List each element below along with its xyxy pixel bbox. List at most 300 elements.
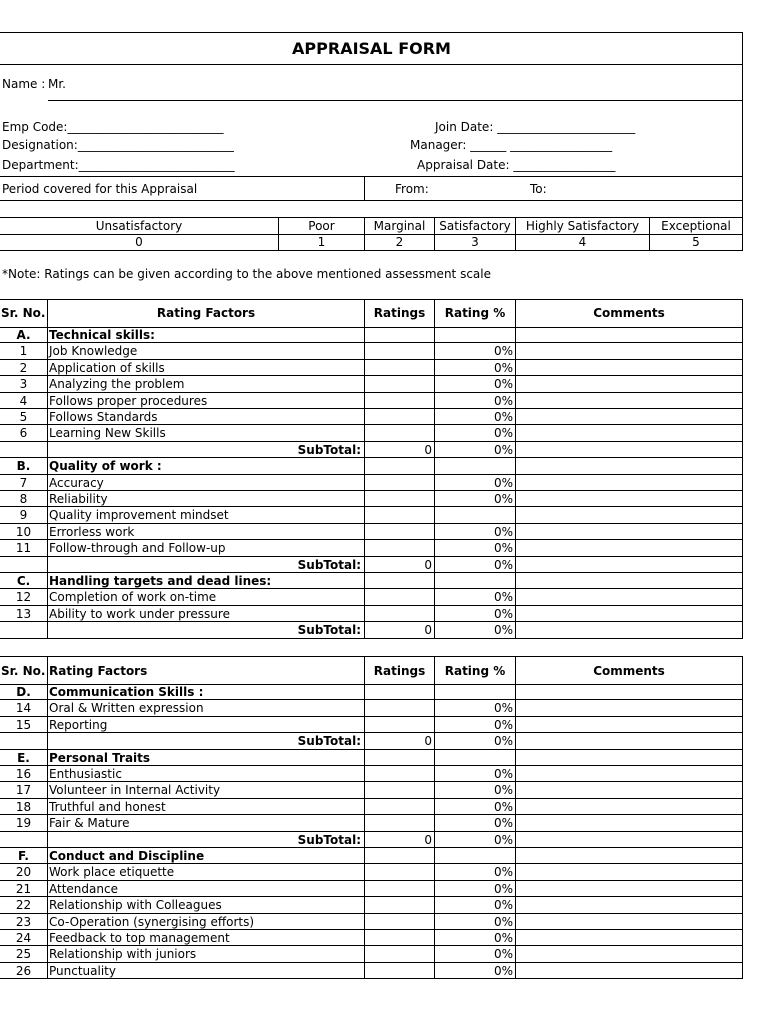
table1-header-top xyxy=(0,299,743,300)
column-divider xyxy=(434,684,435,700)
rating-factor-label: Volunteer in Internal Activity xyxy=(49,783,221,798)
comments-cell[interactable] xyxy=(516,700,742,715)
rating-factor-label: Enthusiastic xyxy=(49,767,122,781)
name-label: Name : xyxy=(2,77,46,91)
rating-percent: 0% xyxy=(493,947,513,962)
scale-top-border xyxy=(0,217,743,218)
emp-code-field[interactable]: __________________________ xyxy=(67,120,224,134)
column-divider xyxy=(515,442,516,458)
table1-col-pct: Rating % xyxy=(444,306,506,320)
comments-cell[interactable] xyxy=(516,799,742,814)
manager-field[interactable]: ______ _________________ xyxy=(470,138,613,152)
comments-cell[interactable] xyxy=(516,409,742,424)
ratings-cell[interactable] xyxy=(365,524,434,539)
table2-header-divider xyxy=(742,656,743,684)
section-title: Quality of work : xyxy=(49,459,162,474)
column-divider xyxy=(47,897,48,913)
column-divider xyxy=(47,684,48,700)
section-row xyxy=(0,573,743,589)
column-divider xyxy=(364,573,365,589)
period-top-border xyxy=(0,176,743,177)
rating-factor-label: Co-Operation (synergising efforts) xyxy=(49,914,255,929)
table2-col-ratings: Ratings xyxy=(373,664,426,678)
ratings-cell[interactable] xyxy=(365,475,434,490)
subtotal-label: SubTotal: xyxy=(297,832,361,847)
appraisal-date-label: Appraisal Date: xyxy=(417,158,510,172)
section-letter: A. xyxy=(16,328,31,342)
column-divider xyxy=(742,848,743,864)
comments-cell[interactable] xyxy=(516,717,742,732)
rating-percent: 0% xyxy=(493,377,513,392)
column-divider xyxy=(47,799,48,815)
column-divider xyxy=(742,930,743,946)
comments-cell[interactable] xyxy=(516,946,742,961)
table-row xyxy=(0,393,743,409)
ratings-cell[interactable] xyxy=(365,930,434,945)
table-row xyxy=(0,524,743,540)
section-letter: B. xyxy=(16,459,31,474)
table-row xyxy=(0,507,743,523)
rating-percent: 0% xyxy=(493,865,513,880)
ratings-cell[interactable] xyxy=(365,766,434,781)
column-divider xyxy=(47,881,48,897)
table1-col-factors: Rating Factors xyxy=(156,306,256,320)
subtotal-label: SubTotal: xyxy=(297,734,361,749)
comments-cell[interactable] xyxy=(516,914,742,929)
column-divider xyxy=(742,815,743,831)
column-divider xyxy=(47,573,48,589)
rating-factor-label: Attendance xyxy=(49,881,118,896)
rating-factor-label: Work place etiquette xyxy=(49,865,175,880)
scale-value-1: 1 xyxy=(317,235,326,249)
column-divider xyxy=(515,848,516,864)
column-divider xyxy=(434,573,435,589)
rating-percent: 0% xyxy=(493,701,513,716)
column-divider xyxy=(742,343,743,359)
subtotal-percent: 0% xyxy=(493,623,513,638)
appraisal-date-field[interactable]: _________________ xyxy=(513,158,616,172)
comments-cell[interactable] xyxy=(516,606,742,621)
column-divider xyxy=(364,327,365,343)
department-field[interactable]: __________________________ xyxy=(78,158,235,172)
rating-factor-label: Errorless work xyxy=(49,524,135,539)
section-letter: E. xyxy=(17,750,30,765)
table2-header-divider xyxy=(47,656,48,684)
scale-value-4: 4 xyxy=(578,235,587,249)
rating-percent: 0% xyxy=(493,590,513,605)
column-divider xyxy=(47,376,48,392)
column-divider xyxy=(47,425,48,441)
rating-factor-label: Feedback to top management xyxy=(49,931,230,945)
table-row xyxy=(0,782,743,798)
section-row xyxy=(0,684,743,700)
rating-factor-label: Relationship with Colleagues xyxy=(49,898,222,913)
table-row xyxy=(0,864,743,880)
table-row xyxy=(0,766,743,782)
ratings-cell[interactable] xyxy=(365,425,434,440)
emp-code-row xyxy=(2,120,223,134)
column-divider xyxy=(742,766,743,782)
row-sr-no: 5 xyxy=(19,410,28,424)
rating-factor-label: Truthful and honest xyxy=(49,799,166,814)
comments-cell[interactable] xyxy=(516,766,742,781)
join-date-field[interactable]: _______________________ xyxy=(497,120,636,134)
scale-label-poor: Poor xyxy=(308,219,335,233)
manager-row xyxy=(410,138,612,152)
rating-percent: 0% xyxy=(493,816,513,831)
column-divider xyxy=(515,750,516,766)
subtotal-rating: 0 xyxy=(424,832,432,847)
column-divider xyxy=(47,524,48,540)
column-divider xyxy=(742,963,743,979)
column-divider xyxy=(47,766,48,782)
rating-factor-label: Oral & Written expression xyxy=(49,701,204,716)
name-underline xyxy=(48,100,743,101)
scale-label-exceptional: Exceptional xyxy=(661,219,731,233)
from-label[interactable]: From: xyxy=(395,182,429,196)
table-row xyxy=(0,491,743,507)
column-divider xyxy=(47,360,48,376)
row-sr-no: 12 xyxy=(15,590,32,605)
ratings-cell[interactable] xyxy=(365,717,434,732)
comments-cell[interactable] xyxy=(516,897,742,912)
scale-label-satisfactory: Satisfactory xyxy=(439,219,511,233)
column-divider xyxy=(47,848,48,864)
subtotal-percent: 0% xyxy=(493,557,513,572)
column-divider xyxy=(742,684,743,700)
name-field[interactable]: Mr. xyxy=(48,77,66,91)
designation-field[interactable]: __________________________ xyxy=(77,138,234,152)
comments-cell[interactable] xyxy=(516,524,742,539)
rating-percent: 0% xyxy=(493,426,513,441)
column-divider xyxy=(742,864,743,880)
column-divider xyxy=(47,458,48,474)
column-divider xyxy=(742,799,743,815)
row-sr-no: 8 xyxy=(19,492,28,506)
table1-header-divider xyxy=(742,299,743,327)
rating-percent: 0% xyxy=(493,799,513,814)
column-divider xyxy=(742,573,743,589)
comments-cell[interactable] xyxy=(516,589,742,604)
rating-percent: 0% xyxy=(493,914,513,929)
column-divider xyxy=(47,540,48,556)
rating-factor-label: Learning New Skills xyxy=(49,426,166,441)
subtotal-row xyxy=(0,733,743,749)
column-divider xyxy=(47,589,48,605)
period-bottom-border xyxy=(0,200,743,201)
rating-factor-label: Follows Standards xyxy=(49,410,158,424)
title-divider xyxy=(0,64,743,65)
column-divider xyxy=(47,475,48,491)
designation-row xyxy=(2,138,234,152)
row-sr-no: 23 xyxy=(15,914,32,929)
row-sr-no: 11 xyxy=(15,541,32,556)
comments-cell[interactable] xyxy=(516,815,742,830)
ratings-cell[interactable] xyxy=(365,864,434,879)
comments-cell[interactable] xyxy=(516,540,742,555)
table1-col-comments: Comments xyxy=(593,306,665,320)
row-sr-no: 2 xyxy=(19,360,28,375)
row-sr-no: 13 xyxy=(15,606,32,621)
column-divider xyxy=(47,963,48,979)
table2-col-pct: Rating % xyxy=(444,664,506,678)
join-date-row xyxy=(435,120,635,134)
section-title: Conduct and Discipline xyxy=(49,849,205,863)
column-divider xyxy=(515,733,516,749)
rating-factor-label: Completion of work on-time xyxy=(49,590,217,605)
ratings-cell[interactable] xyxy=(365,589,434,604)
rating-percent: 0% xyxy=(493,492,513,506)
designation-label: Designation: xyxy=(2,138,78,152)
rating-factor-label: Reliability xyxy=(49,492,108,506)
rating-factor-label: Fair & Mature xyxy=(49,816,130,831)
table-row xyxy=(0,897,743,913)
ratings-cell[interactable] xyxy=(365,409,434,424)
scale-value-3: 3 xyxy=(471,235,479,249)
section-title: Technical skills: xyxy=(49,328,155,342)
table-row xyxy=(0,815,743,831)
table-row xyxy=(0,589,743,605)
column-divider xyxy=(47,409,48,425)
column-divider xyxy=(47,815,48,831)
table-row xyxy=(0,946,743,962)
comments-cell[interactable] xyxy=(516,343,742,358)
scale-label-unsatisfactory: Unsatisfactory xyxy=(95,219,183,233)
comments-cell[interactable] xyxy=(516,963,742,978)
column-divider xyxy=(47,946,48,962)
section-row xyxy=(0,458,743,474)
table2-header-top xyxy=(0,656,743,657)
column-divider xyxy=(742,782,743,798)
comments-cell[interactable] xyxy=(516,864,742,879)
scale-label-highly-satisfactory: Highly Satisfactory xyxy=(525,219,640,233)
ratings-cell[interactable] xyxy=(365,914,434,929)
table-row xyxy=(0,717,743,733)
table-row xyxy=(0,930,743,946)
column-divider xyxy=(47,930,48,946)
row-sr-no: 25 xyxy=(15,947,32,962)
subtotal-rating: 0 xyxy=(424,734,432,749)
comments-cell[interactable] xyxy=(516,425,742,440)
comments-cell[interactable] xyxy=(516,930,742,945)
column-divider xyxy=(47,700,48,716)
ratings-cell[interactable] xyxy=(365,963,434,978)
row-sr-no: 26 xyxy=(15,963,32,978)
row-sr-no: 16 xyxy=(15,767,32,781)
rating-percent: 0% xyxy=(493,606,513,621)
column-divider xyxy=(515,832,516,848)
ratings-cell[interactable] xyxy=(365,606,434,621)
emp-code-label: Emp Code: xyxy=(2,120,68,134)
comments-cell[interactable] xyxy=(516,475,742,490)
rating-percent: 0% xyxy=(493,881,513,896)
rating-percent: 0% xyxy=(493,783,513,798)
section-row xyxy=(0,848,743,864)
subtotal-label: SubTotal: xyxy=(297,623,361,638)
subtotal-row xyxy=(0,557,743,573)
table2-col-factors: Rating Factors xyxy=(49,664,148,678)
period-label: Period covered for this Appraisal xyxy=(2,182,198,196)
column-divider xyxy=(742,606,743,622)
column-divider xyxy=(742,540,743,556)
column-divider xyxy=(47,750,48,766)
column-divider xyxy=(742,376,743,392)
form-top-border xyxy=(0,32,743,33)
column-divider xyxy=(742,458,743,474)
rating-factor-label: Relationship with juniors xyxy=(49,947,197,962)
column-divider xyxy=(515,458,516,474)
row-sr-no: 6 xyxy=(19,426,28,441)
subtotal-percent: 0% xyxy=(493,832,513,847)
rating-percent: 0% xyxy=(493,717,513,732)
column-divider xyxy=(742,832,743,848)
rating-factor-label: Reporting xyxy=(49,717,108,732)
section-letter: F. xyxy=(18,849,29,863)
section-row xyxy=(0,327,743,343)
rating-factor-label: Ability to work under pressure xyxy=(49,606,230,621)
subtotal-rating: 0 xyxy=(424,442,432,457)
appraisal-date-row xyxy=(417,158,615,172)
table2-col-srno: Sr. No. xyxy=(1,664,46,678)
ratings-cell[interactable] xyxy=(365,897,434,912)
column-divider xyxy=(742,327,743,343)
column-divider xyxy=(364,458,365,474)
section-title: Handling targets and dead lines: xyxy=(49,574,272,588)
column-divider xyxy=(742,507,743,523)
comments-cell[interactable] xyxy=(516,393,742,408)
rating-percent: 0% xyxy=(493,524,513,539)
section-letter: C. xyxy=(16,574,31,588)
rating-factor-label: Accuracy xyxy=(49,475,104,490)
ratings-cell[interactable] xyxy=(365,881,434,896)
to-label[interactable]: To: xyxy=(530,182,547,196)
column-divider xyxy=(742,622,743,638)
section-row xyxy=(0,750,743,766)
subtotal-row xyxy=(0,442,743,458)
row-sr-no: 18 xyxy=(15,799,32,814)
rating-percent: 0% xyxy=(493,898,513,913)
column-divider xyxy=(742,897,743,913)
scale-value-5: 5 xyxy=(692,235,700,249)
column-divider xyxy=(742,717,743,733)
table-row xyxy=(0,343,743,359)
row-sr-no: 7 xyxy=(19,475,28,490)
column-divider xyxy=(742,733,743,749)
ratings-cell[interactable] xyxy=(365,946,434,961)
department-label: Department: xyxy=(2,158,79,172)
column-divider xyxy=(47,507,48,523)
ratings-cell[interactable] xyxy=(365,393,434,408)
ratings-cell[interactable] xyxy=(365,507,434,522)
row-border xyxy=(0,638,743,639)
row-sr-no: 19 xyxy=(15,816,32,831)
row-sr-no: 10 xyxy=(15,524,32,539)
column-divider xyxy=(515,573,516,589)
table-row xyxy=(0,475,743,491)
rating-percent: 0% xyxy=(493,344,513,359)
column-divider xyxy=(364,750,365,766)
row-border xyxy=(0,978,743,979)
row-sr-no: 22 xyxy=(15,898,32,913)
column-divider xyxy=(742,360,743,376)
rating-factor-label: Job Knowledge xyxy=(49,344,138,359)
table-row xyxy=(0,914,743,930)
comments-cell[interactable] xyxy=(516,376,742,391)
table1-col-srno: Sr. No. xyxy=(1,306,46,320)
ratings-cell[interactable] xyxy=(365,376,434,391)
ratings-cell[interactable] xyxy=(365,343,434,358)
comments-cell[interactable] xyxy=(516,360,742,375)
column-divider xyxy=(742,393,743,409)
column-divider xyxy=(515,622,516,638)
subtotal-rating: 0 xyxy=(424,557,432,572)
rating-percent: 0% xyxy=(493,393,513,408)
table-row xyxy=(0,376,743,392)
comments-cell[interactable] xyxy=(516,507,742,522)
table-row xyxy=(0,700,743,716)
column-divider xyxy=(47,606,48,622)
scale-label-marginal: Marginal xyxy=(373,219,426,233)
column-divider xyxy=(434,507,435,523)
period-divider xyxy=(364,176,365,200)
table-row xyxy=(0,360,743,376)
column-divider xyxy=(364,684,365,700)
table2-col-comments: Comments xyxy=(593,664,665,678)
table1-col-ratings: Ratings xyxy=(373,306,426,320)
column-divider xyxy=(742,700,743,716)
column-divider xyxy=(47,393,48,409)
column-divider xyxy=(742,524,743,540)
row-sr-no: 4 xyxy=(19,393,28,408)
scale-bottom-border xyxy=(0,250,743,251)
row-sr-no: 20 xyxy=(15,865,32,880)
ratings-cell[interactable] xyxy=(365,782,434,797)
column-divider xyxy=(47,343,48,359)
ratings-cell[interactable] xyxy=(365,360,434,375)
ratings-cell[interactable] xyxy=(365,700,434,715)
scale-value-2: 2 xyxy=(395,235,404,249)
column-divider xyxy=(742,425,743,441)
section-title: Communication Skills : xyxy=(49,685,204,699)
column-divider xyxy=(434,848,435,864)
comments-cell[interactable] xyxy=(516,491,742,506)
subtotal-row xyxy=(0,832,743,848)
column-divider xyxy=(47,491,48,507)
column-divider xyxy=(515,557,516,573)
comments-cell[interactable] xyxy=(516,782,742,797)
comments-cell[interactable] xyxy=(516,881,742,896)
ratings-cell[interactable] xyxy=(365,799,434,814)
table-row xyxy=(0,409,743,425)
ratings-cell[interactable] xyxy=(365,815,434,830)
ratings-cell[interactable] xyxy=(365,540,434,555)
subtotal-label: SubTotal: xyxy=(297,557,361,572)
scale-value-0: 0 xyxy=(135,235,143,249)
subtotal-rating: 0 xyxy=(424,623,432,638)
column-divider xyxy=(515,327,516,343)
table-row xyxy=(0,881,743,897)
join-date-label: Join Date: xyxy=(435,120,494,134)
subtotal-row xyxy=(0,622,743,638)
subtotal-label: SubTotal: xyxy=(297,442,361,457)
manager-label: Manager: xyxy=(410,138,467,152)
column-divider xyxy=(742,442,743,458)
column-divider xyxy=(434,327,435,343)
section-title: Personal Traits xyxy=(49,750,151,765)
ratings-cell[interactable] xyxy=(365,491,434,506)
rating-percent: 0% xyxy=(493,963,513,978)
rating-factor-label: Analyzing the problem xyxy=(49,377,185,392)
